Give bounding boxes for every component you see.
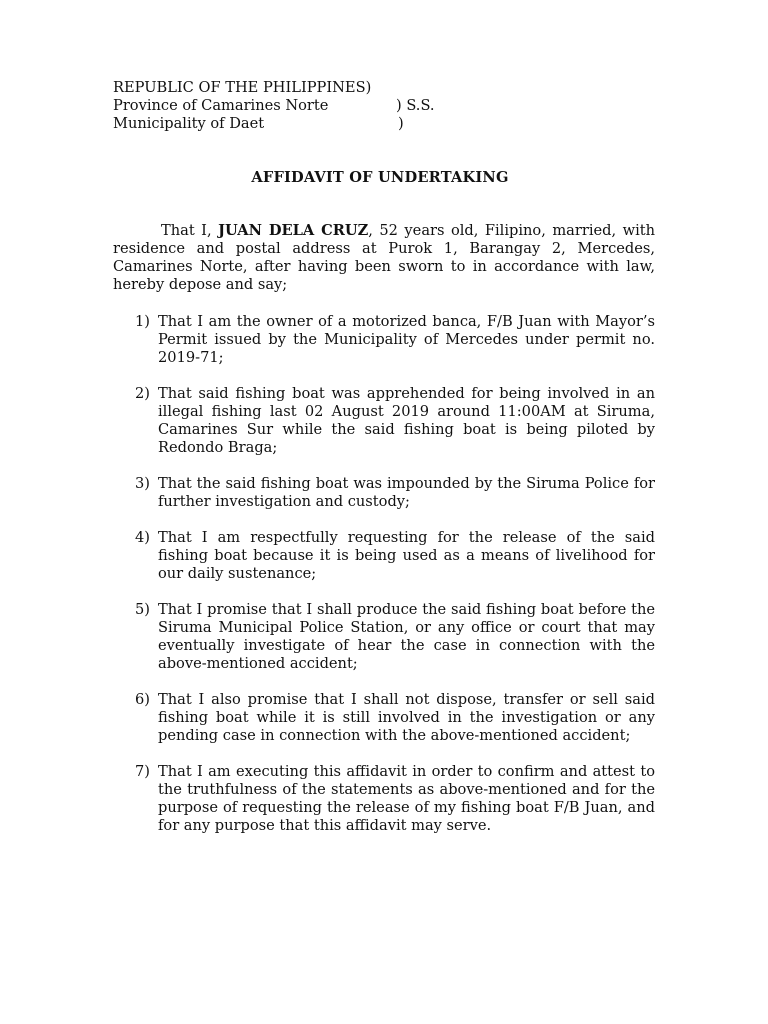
- venue-country: REPUBLIC OF THE PHILIPPINES: [113, 79, 366, 96]
- statement-text: That I am respectfully requesting for the release of the said fishing boat because it is being used as a means of livelihood for our daily sustenance;: [158, 529, 655, 582]
- statement-item: [113, 601, 655, 673]
- statement-item: [113, 529, 655, 583]
- affiant-name: JUAN DELA CRUZ: [218, 222, 369, 239]
- document-title: AFFIDAVIT OF UNDERTAKING: [251, 169, 509, 186]
- statement-text: That the said fishing boat was impounded by the Siruma Police for further investigation and custody;: [158, 475, 655, 510]
- venue-paren-1: ): [365, 79, 372, 96]
- statement-text: That I am the owner of a motorized banca, F/B Juan with Mayor’s Permit issued by the Municipality of Mercedes under permit no. 2019-71;: [158, 313, 655, 366]
- statement-number: 3): [135, 475, 150, 492]
- intro-rest: , 52 years old, Filipino, married, with residence and postal address at Purok 1, Barangay 2, Mercedes, Camarines Norte, after having been sworn to in accordance with law, hereby depose and say;: [113, 222, 656, 293]
- venue-province: Province of Camarines Norte: [113, 97, 329, 114]
- statement-item: [113, 475, 655, 511]
- venue-paren-2: ) S.S.: [396, 97, 435, 114]
- statement-item: [113, 385, 655, 457]
- statement-number: 5): [135, 601, 150, 618]
- statement-number: 7): [135, 763, 150, 780]
- statement-text: That I also promise that I shall not dispose, transfer or sell said fishing boat while it is still involved in the investigation or any pending case in connection with the above-mentioned accident;: [158, 691, 655, 744]
- statement-number: 4): [135, 529, 150, 546]
- intro-paragraph: [113, 222, 655, 294]
- venue-paren-3: ): [398, 115, 404, 132]
- statement-number: 6): [135, 691, 150, 708]
- statement-number: 1): [135, 313, 150, 330]
- venue-country-line: [113, 79, 533, 97]
- statement-list: [113, 313, 655, 853]
- statement-text: That I am executing this affidavit in order to confirm and attest to the truthfulness of the statements as above-mentioned and for the purpose of requesting the release of my fishing boat F/B Juan, and for any purpose that this affidavit may serve.: [158, 763, 655, 834]
- venue-municipality: Municipality of Daet: [113, 115, 265, 132]
- statement-text: That I promise that I shall produce the said fishing boat before the Siruma Municipal Police Station, or any office or court that may eventually investigate of hear the case in connection with the above-mentioned accident;: [158, 601, 655, 672]
- statement-text: That said fishing boat was apprehended for being involved in an illegal fishing last 02 August 2019 around 11:00AM at Siruma, Camarines Sur while the said fishing boat is being piloted by Redondo Braga;: [158, 385, 655, 456]
- statement-item: [113, 763, 655, 835]
- statement-number: 2): [135, 385, 150, 402]
- statement-item: [113, 313, 655, 367]
- statement-item: [113, 691, 655, 745]
- venue-municipality-line: [113, 115, 533, 133]
- intro-lead: That I,: [161, 222, 219, 239]
- venue-block: [113, 79, 533, 133]
- venue-province-line: [113, 97, 533, 115]
